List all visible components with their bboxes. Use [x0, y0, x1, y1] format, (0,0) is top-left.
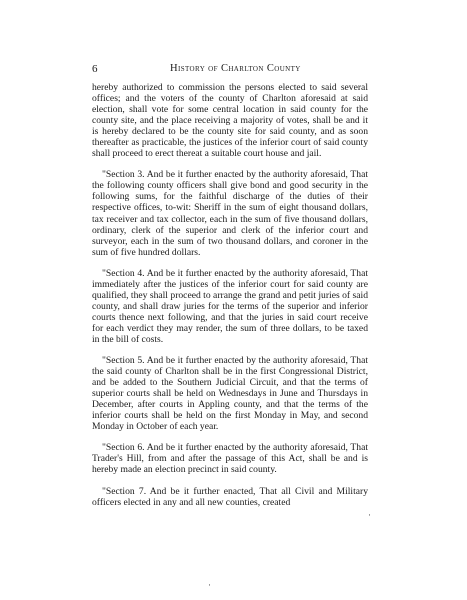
paragraph-section-3: "Section 3. And be it further enacted by the authority aforesaid, That the following county officers shall give bond and good security in the following sums, for the faithful discharge of the duties of their respective offices, to-wit: Sheriff in the sum of eight thousand dollars, tax receiver and tax collector, each in the sum of five thousand dollars, ordinary, clerk of the superior and clerk of the inferior court and surveyor, each in the sum of two thousand dollars, and coroner in the sum of five hundred dollars.: [92, 169, 368, 258]
scan-speck-mark: ·: [208, 580, 211, 590]
paragraph-section-7: "Section 7. And be it further enacted, That all Civil and Military officers elected in any and all new counties, created: [92, 485, 368, 508]
running-head: History of Charlton County: [170, 63, 301, 74]
page-header: [92, 63, 377, 79]
paragraph-continued: hereby authorized to commission the persons elected to said several offices; and the voters of the county of Charlton aforesaid at said election, shall vote for some central location in said county for the county site, and the place receiving a majority of votes, shall be and it is hereby declared to be the county site for said county, and as soon thereafter as practicable, the justices of the inferior court of said county shall proceed to erect thereat a suitable court house and jail.: [92, 82, 368, 160]
page-number: 6: [92, 63, 98, 75]
body-text: [92, 82, 368, 518]
scan-speck-mark: ·: [368, 510, 371, 520]
paragraph-section-6: "Section 6. And be it further enacted by the authority aforesaid, That Trader's Hill, from and after the passage of this Act, shall be and is hereby made an election precinct in said county.: [92, 442, 368, 476]
paragraph-section-5: "Section 5. And be it further enacted by the authority aforesaid, That the said county of Charlton shall be in the first Congressional District, and be added to the Southern Judicial Circuit, and that the terms of superior courts shall be held on Wednesdays in June and Thursdays in December, after courts in Appling county, and that the terms of the inferior courts shall be held on the first Monday in May, and second Monday in October of each year.: [92, 355, 368, 433]
paragraph-section-4: "Section 4. And be it further enacted by the authority aforesaid, That immediately after the justices of the inferior court for said county are qualified, they shall proceed to arrange the grand and petit juries of said county, and shall draw juries for the terms of the superior and inferior courts thence next following, and that the juries in said court receive for each verdict they may render, the sum of three dollars, to be taxed in the bill of costs.: [92, 267, 368, 345]
